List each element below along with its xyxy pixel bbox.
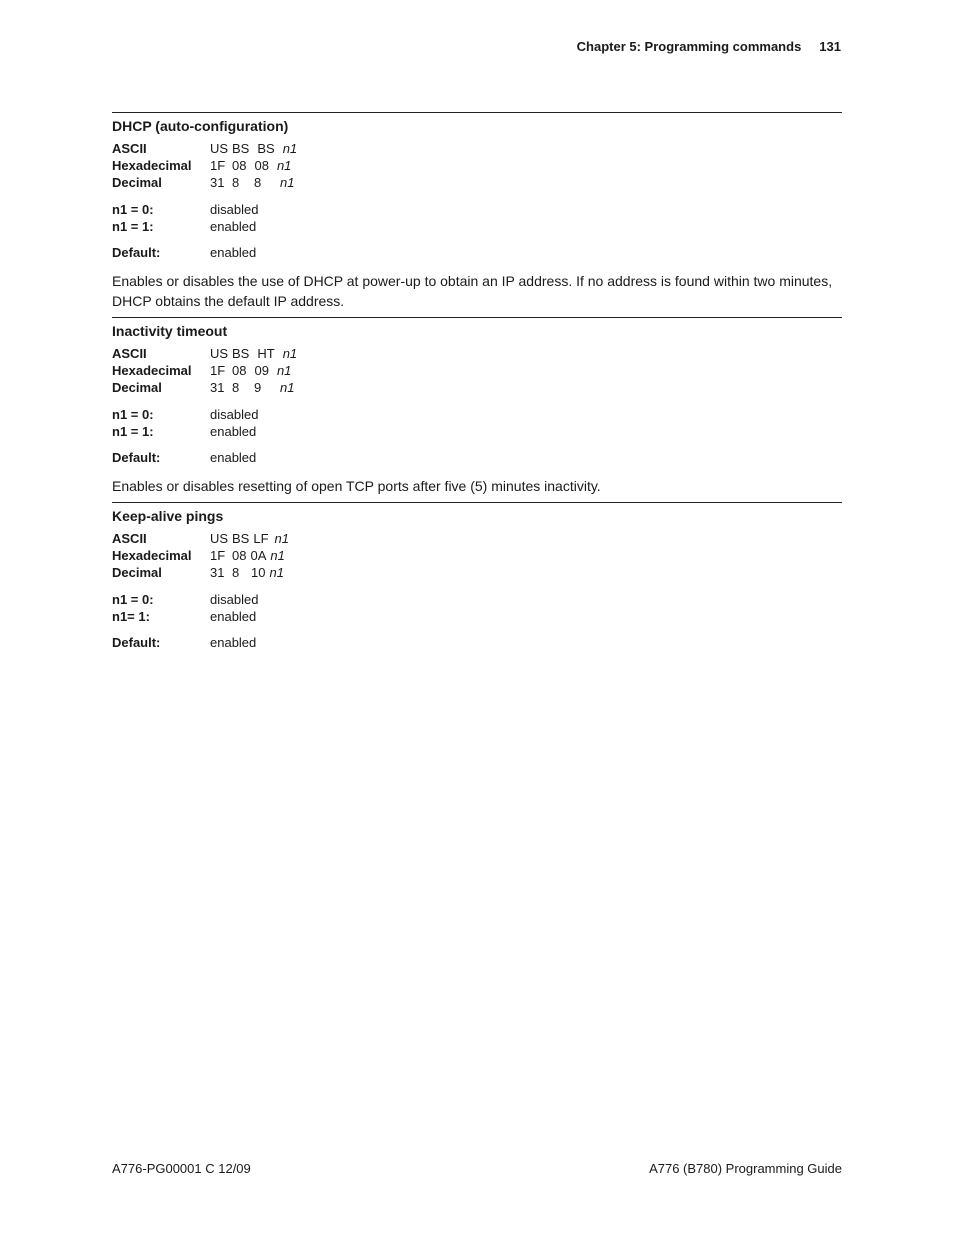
n1-1-label: n1= 1: — [112, 609, 150, 624]
document-number: A776-PG00001 C 12/09 — [112, 1161, 251, 1176]
section-description: Enables or disables resetting of open TCP ports after five (5) minutes inactivity. — [112, 478, 601, 494]
default-row — [112, 244, 842, 261]
n1-0-value: disabled — [210, 407, 259, 422]
page-content — [112, 112, 842, 651]
running-header — [577, 39, 841, 54]
ascii-label: ASCII — [112, 531, 147, 546]
page-footer — [112, 1161, 842, 1176]
default-label: Default: — [112, 450, 161, 465]
n1-1-label: n1 = 1: — [112, 424, 154, 439]
code: 10 — [251, 565, 266, 580]
code: 1F — [210, 363, 226, 378]
code: BS — [232, 141, 250, 156]
code: HT — [257, 346, 275, 361]
code: 8 — [232, 565, 240, 580]
code: 8 — [232, 380, 240, 395]
code-param: n1 — [282, 346, 298, 361]
code: 8 — [254, 175, 262, 190]
code: 08 — [232, 548, 247, 563]
default-label: Default: — [112, 245, 161, 260]
code-param: n1 — [276, 363, 292, 378]
command-section-keepalive — [112, 502, 842, 651]
default-label: Default: — [112, 635, 161, 650]
n1-0-row — [112, 201, 842, 218]
code-param: n1 — [269, 565, 284, 580]
n1-1-label: n1 = 1: — [112, 219, 154, 234]
default-row — [112, 634, 842, 651]
code: US — [210, 531, 229, 546]
code: 9 — [254, 380, 262, 395]
code: 1F — [210, 548, 226, 563]
command-section-dhcp — [112, 112, 842, 311]
code: BS — [232, 346, 250, 361]
default-row — [112, 449, 842, 466]
dec-row — [112, 564, 842, 581]
hex-label: Hexadecimal — [112, 158, 192, 173]
dec-label: Decimal — [112, 380, 162, 395]
n1-0-row — [112, 591, 842, 608]
code-param: n1 — [282, 141, 298, 156]
code: 31 — [210, 565, 225, 580]
code: 0A — [250, 548, 267, 563]
code: 8 — [232, 175, 240, 190]
dec-label: Decimal — [112, 175, 162, 190]
code: 1F — [210, 158, 226, 173]
code: US — [210, 141, 229, 156]
dec-row — [112, 379, 842, 396]
ascii-row — [112, 345, 842, 362]
n1-0-label: n1 = 0: — [112, 592, 154, 607]
code: LF — [253, 531, 269, 546]
n1-0-label: n1 = 0: — [112, 202, 154, 217]
hex-row — [112, 547, 842, 564]
code: BS — [232, 531, 250, 546]
n1-1-value: enabled — [210, 424, 257, 439]
code-param: n1 — [274, 531, 289, 546]
code: 31 — [210, 380, 225, 395]
section-title: Keep-alive pings — [112, 508, 224, 524]
code: 08 — [232, 158, 247, 173]
ascii-row — [112, 530, 842, 547]
ascii-row — [112, 140, 842, 157]
dec-row — [112, 174, 842, 191]
section-title: Inactivity timeout — [112, 323, 228, 339]
n1-1-value: enabled — [210, 219, 257, 234]
code: BS — [257, 141, 275, 156]
n1-0-value: disabled — [210, 202, 259, 217]
code: US — [210, 346, 229, 361]
code: 08 — [254, 158, 269, 173]
code-param: n1 — [280, 175, 295, 190]
code: 31 — [210, 175, 225, 190]
ascii-label: ASCII — [112, 346, 147, 361]
n1-1-row — [112, 218, 842, 235]
hex-row — [112, 157, 842, 174]
ascii-label: ASCII — [112, 141, 147, 156]
chapter-title: Chapter 5: Programming commands — [576, 39, 802, 54]
code: 09 — [254, 363, 269, 378]
n1-1-value: enabled — [210, 609, 257, 624]
n1-0-label: n1 = 0: — [112, 407, 154, 422]
default-value: enabled — [210, 450, 257, 465]
code-param: n1 — [276, 158, 292, 173]
dec-label: Decimal — [112, 565, 162, 580]
document-title: A776 (B780) Programming Guide — [649, 1161, 842, 1176]
code-param: n1 — [280, 380, 295, 395]
n1-0-row — [112, 406, 842, 423]
code: 08 — [232, 363, 247, 378]
hex-label: Hexadecimal — [112, 548, 192, 563]
section-description: Enables or disables the use of DHCP at power-up to obtain an IP address. If no address is found within two minutes, DHCP obtains the default IP address. — [112, 273, 833, 309]
command-section-inactivity — [112, 317, 842, 496]
n1-0-value: disabled — [210, 592, 259, 607]
page-number: 131 — [819, 39, 841, 54]
default-value: enabled — [210, 245, 257, 260]
hex-row — [112, 362, 842, 379]
section-title: DHCP (auto-configuration) — [112, 118, 289, 134]
n1-1-row — [112, 608, 842, 625]
code-param: n1 — [270, 548, 285, 563]
hex-label: Hexadecimal — [112, 363, 192, 378]
default-value: enabled — [210, 635, 257, 650]
n1-1-row — [112, 423, 842, 440]
